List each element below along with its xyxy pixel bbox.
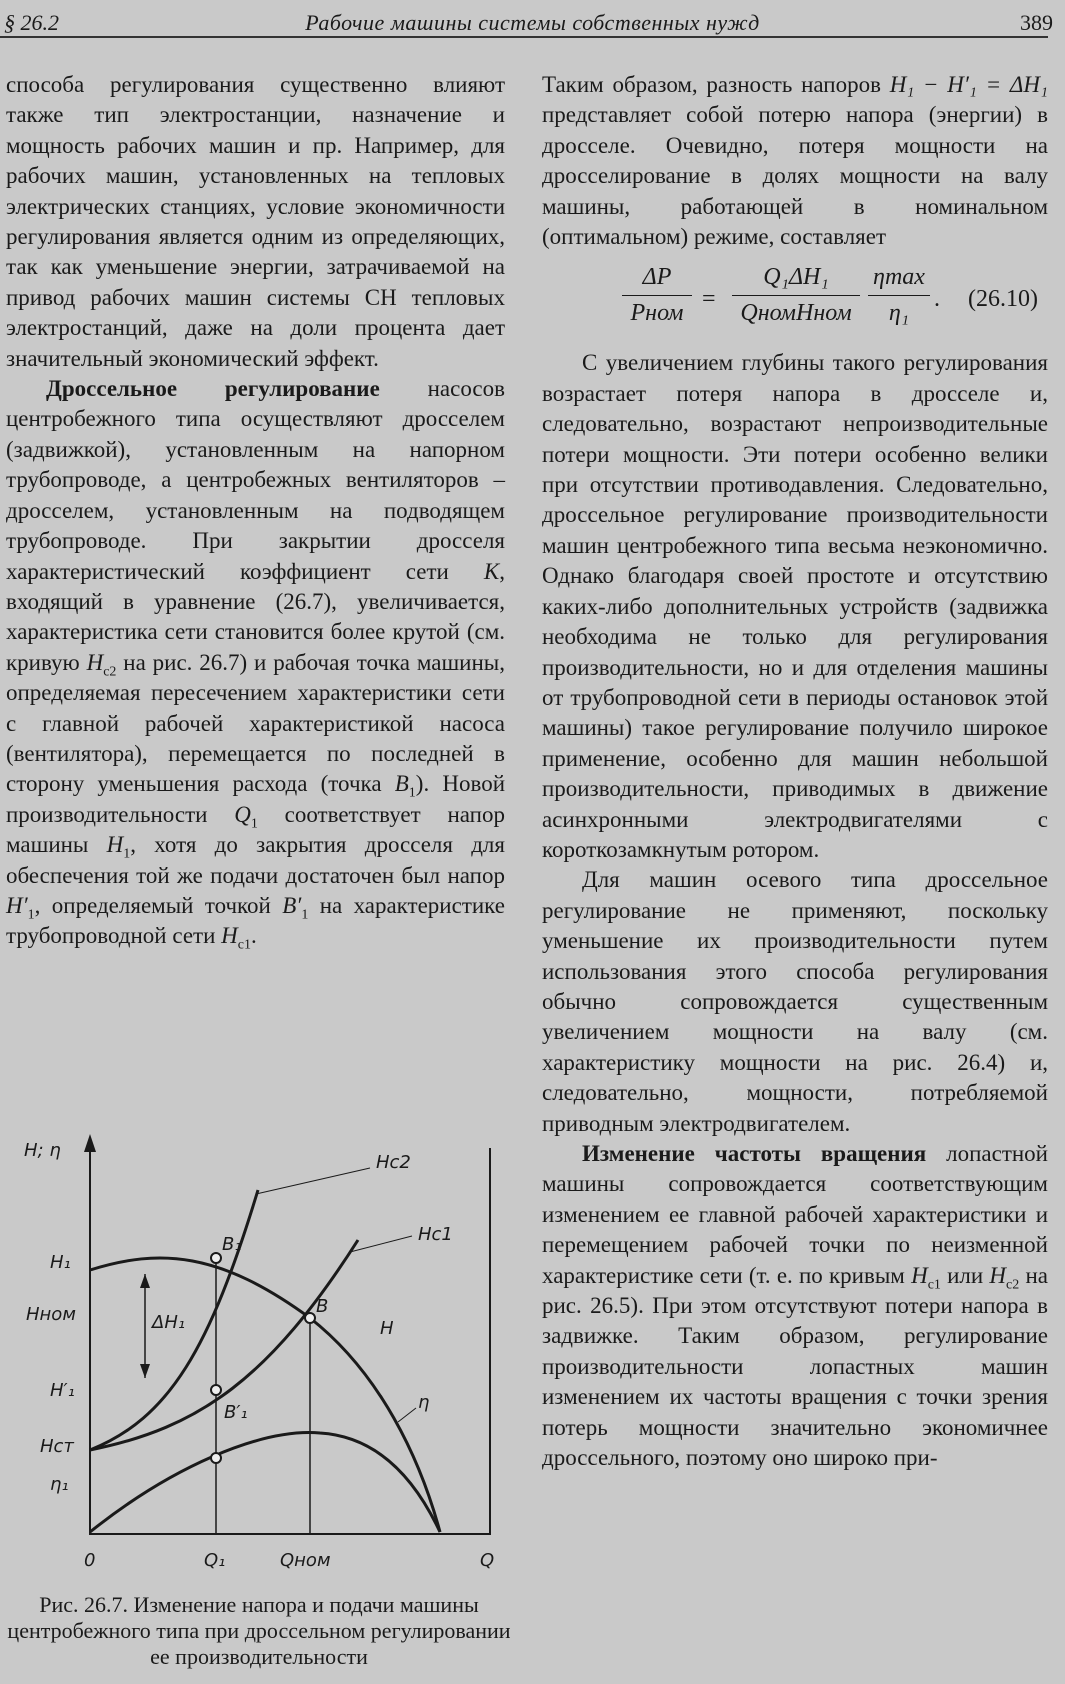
- figure-26-7: [20, 1128, 520, 1588]
- left-paragraph-2: Дроссельное регулирование насосов центробежного типа осуществляют дросселем (задвижкой), установленным на напорном трубопроводе, а центробежных вентиляторов – дросселем, установленным на подводящем трубопроводе. При закрытии дросселя характеристический коэффициент сети K, входящий в уравнение (26.7), увеличивается, характеристика сети становится более крутой (см. кривую $H_{c2}$ на рис. 26.7) и рабочая точка машины, определяемая пересечением характеристики сети с главной рабочей характеристикой насоса (вентилятора), перемещается по последней в сторону уменьшения расхода (точка $B_1$). Новой производительности $Q_1$ соответствует напор машины $H_1$, хотя до закрытия дросселя для обеспечения той же подачи достаточен был напор $H'_1$, определяемый точкой $B'_1$ на характеристике трубопроводной сети $H_{c1}$.: [6, 376, 505, 953]
- left-column: [6, 70, 505, 952]
- right-column: [542, 70, 1048, 1473]
- label-b: B: [316, 1296, 329, 1317]
- equation-26-10: ΔP Pном = Q₁ΔH₁ QномHном ηmax η₁ . (26.10): [542, 258, 1048, 348]
- label-b1-prime: B′₁: [224, 1402, 248, 1423]
- label-hnom: Hном: [26, 1304, 76, 1325]
- right-paragraph-4: Изменение частоты вращения лопастной машины сопровождается соответствующим изменением ее главной рабочей характеристики и перемещением рабочей точки по неизменной характеристике сети (т. е. по кривым $H_{c1}$ или $H_{c2}$ на рис. 26.5). При этом отсутствуют потери напора в задвижке. Таким образом, регулирование производительности лопастных машин изменением их частоты вращения с точки зрения потерь мощности значительно экономичнее дроссельного, поэтому оно широко при-: [542, 1141, 1048, 1471]
- label-hc1: Hc1: [418, 1224, 453, 1245]
- y-axis-label: H; η: [24, 1140, 61, 1161]
- label-hc2: Hc2: [376, 1152, 411, 1173]
- right-paragraph-1: Таким образом, разность напоров H₁ − H′₁ = ΔH₁ представляет собой потерю напора (энергии) в дросселе. Очевидно, потеря мощности на дросселирование в долях мощности на валу машины, работающей в номинальном (оптимальном) режиме, составляет: [542, 72, 1048, 250]
- section-number: § 26.2: [4, 10, 59, 35]
- eq-rhs-fraction-1: Q₁ΔH₁ QномHном: [732, 262, 860, 328]
- right-paragraph-2: С увеличением глубины такого регулирования возрастает потеря напора в дросселе и, следовательно, возрастают непроизводительные потери мощности. Эти потери особенно велики при отсутствии противодавления. Следовательно, дроссельное регулирование производительности машин центробежного типа весьма неэкономично. Однако благодаря своей простоте и отсутствию каких-либо дополнительных устройств (задвижка необходима не только для регулирования производительности, но и для отделения машины от трубопроводной сети в периоды остановок этой машины) такое регулирование получило широкое применение, особенно для машин небольшой производительности, приводимых в движение асинхронными электродвигателями с короткозамкнутым ротором.: [542, 350, 1048, 862]
- page-header: [0, 6, 1065, 36]
- inline-formula: H₁ − H′₁ = ΔH₁: [889, 72, 1048, 97]
- label-delta-h1: ΔH₁: [152, 1312, 186, 1333]
- header-rule: [0, 36, 1048, 38]
- left-paragraph-1: способа регулирования существенно влияют также тип электростанции, назначение и мощность рабочих машин и пр. Например, для рабочих машин, установленных на тепловых электрических станциях, условие экономичности регулирования является одним из определяющих, так как уменьшение энергии, затрачиваемой на привод рабочих машин системы СН тепловых электростанций, даже на доли процента дает значительный экономический эффект.: [6, 72, 505, 371]
- page-number: 389: [1020, 10, 1053, 35]
- term-speed-change: Изменение частоты вращения: [582, 1141, 927, 1166]
- label-eta: η: [418, 1392, 430, 1413]
- point-b1: [211, 1253, 221, 1263]
- point-b1-prime: [211, 1385, 221, 1395]
- label-h1: H₁: [50, 1252, 71, 1273]
- efficiency-curve: [90, 1433, 440, 1532]
- point-eta1: [211, 1453, 221, 1463]
- pump-head-curve: [90, 1258, 440, 1532]
- label-q: Q: [480, 1550, 495, 1571]
- label-hst: Hст: [40, 1436, 74, 1457]
- point-b: [305, 1313, 315, 1323]
- label-eta1: η₁: [50, 1474, 69, 1495]
- label-q1: Q₁: [204, 1550, 226, 1571]
- figure-caption: Рис. 26.7. Изменение напора и подачи машины центробежного типа при дроссельном регулировании ее производительности: [7, 1592, 511, 1669]
- eq-lhs-fraction: ΔP Pном: [622, 262, 692, 328]
- figure-axes: [90, 1138, 490, 1534]
- equation-number: (26.10): [968, 286, 1038, 313]
- label-origin: 0: [84, 1550, 96, 1571]
- right-paragraph-3: Для машин осевого типа дроссельное регулирование не применяют, поскольку уменьшение их производительности путем использования этого способа регулирования обычно сопровождается существенным увеличением мощности на валу (см. характеристику мощности на рис. 26.4) и, следовательно, мощности, потребляемой приводным электродвигателем.: [542, 867, 1048, 1136]
- label-b1: B₁: [222, 1234, 242, 1255]
- running-title: Рабочие машины системы собственных нужд: [305, 10, 760, 35]
- label-h: H: [380, 1318, 394, 1339]
- term-throttle-regulation: Дроссельное регулирование: [46, 376, 380, 402]
- label-qnom: Qном: [280, 1550, 331, 1571]
- label-h1-prime: H′₁: [50, 1380, 75, 1401]
- y-axis-arrow: [84, 1134, 96, 1152]
- eq-rhs-fraction-2: ηmax η₁: [868, 262, 930, 328]
